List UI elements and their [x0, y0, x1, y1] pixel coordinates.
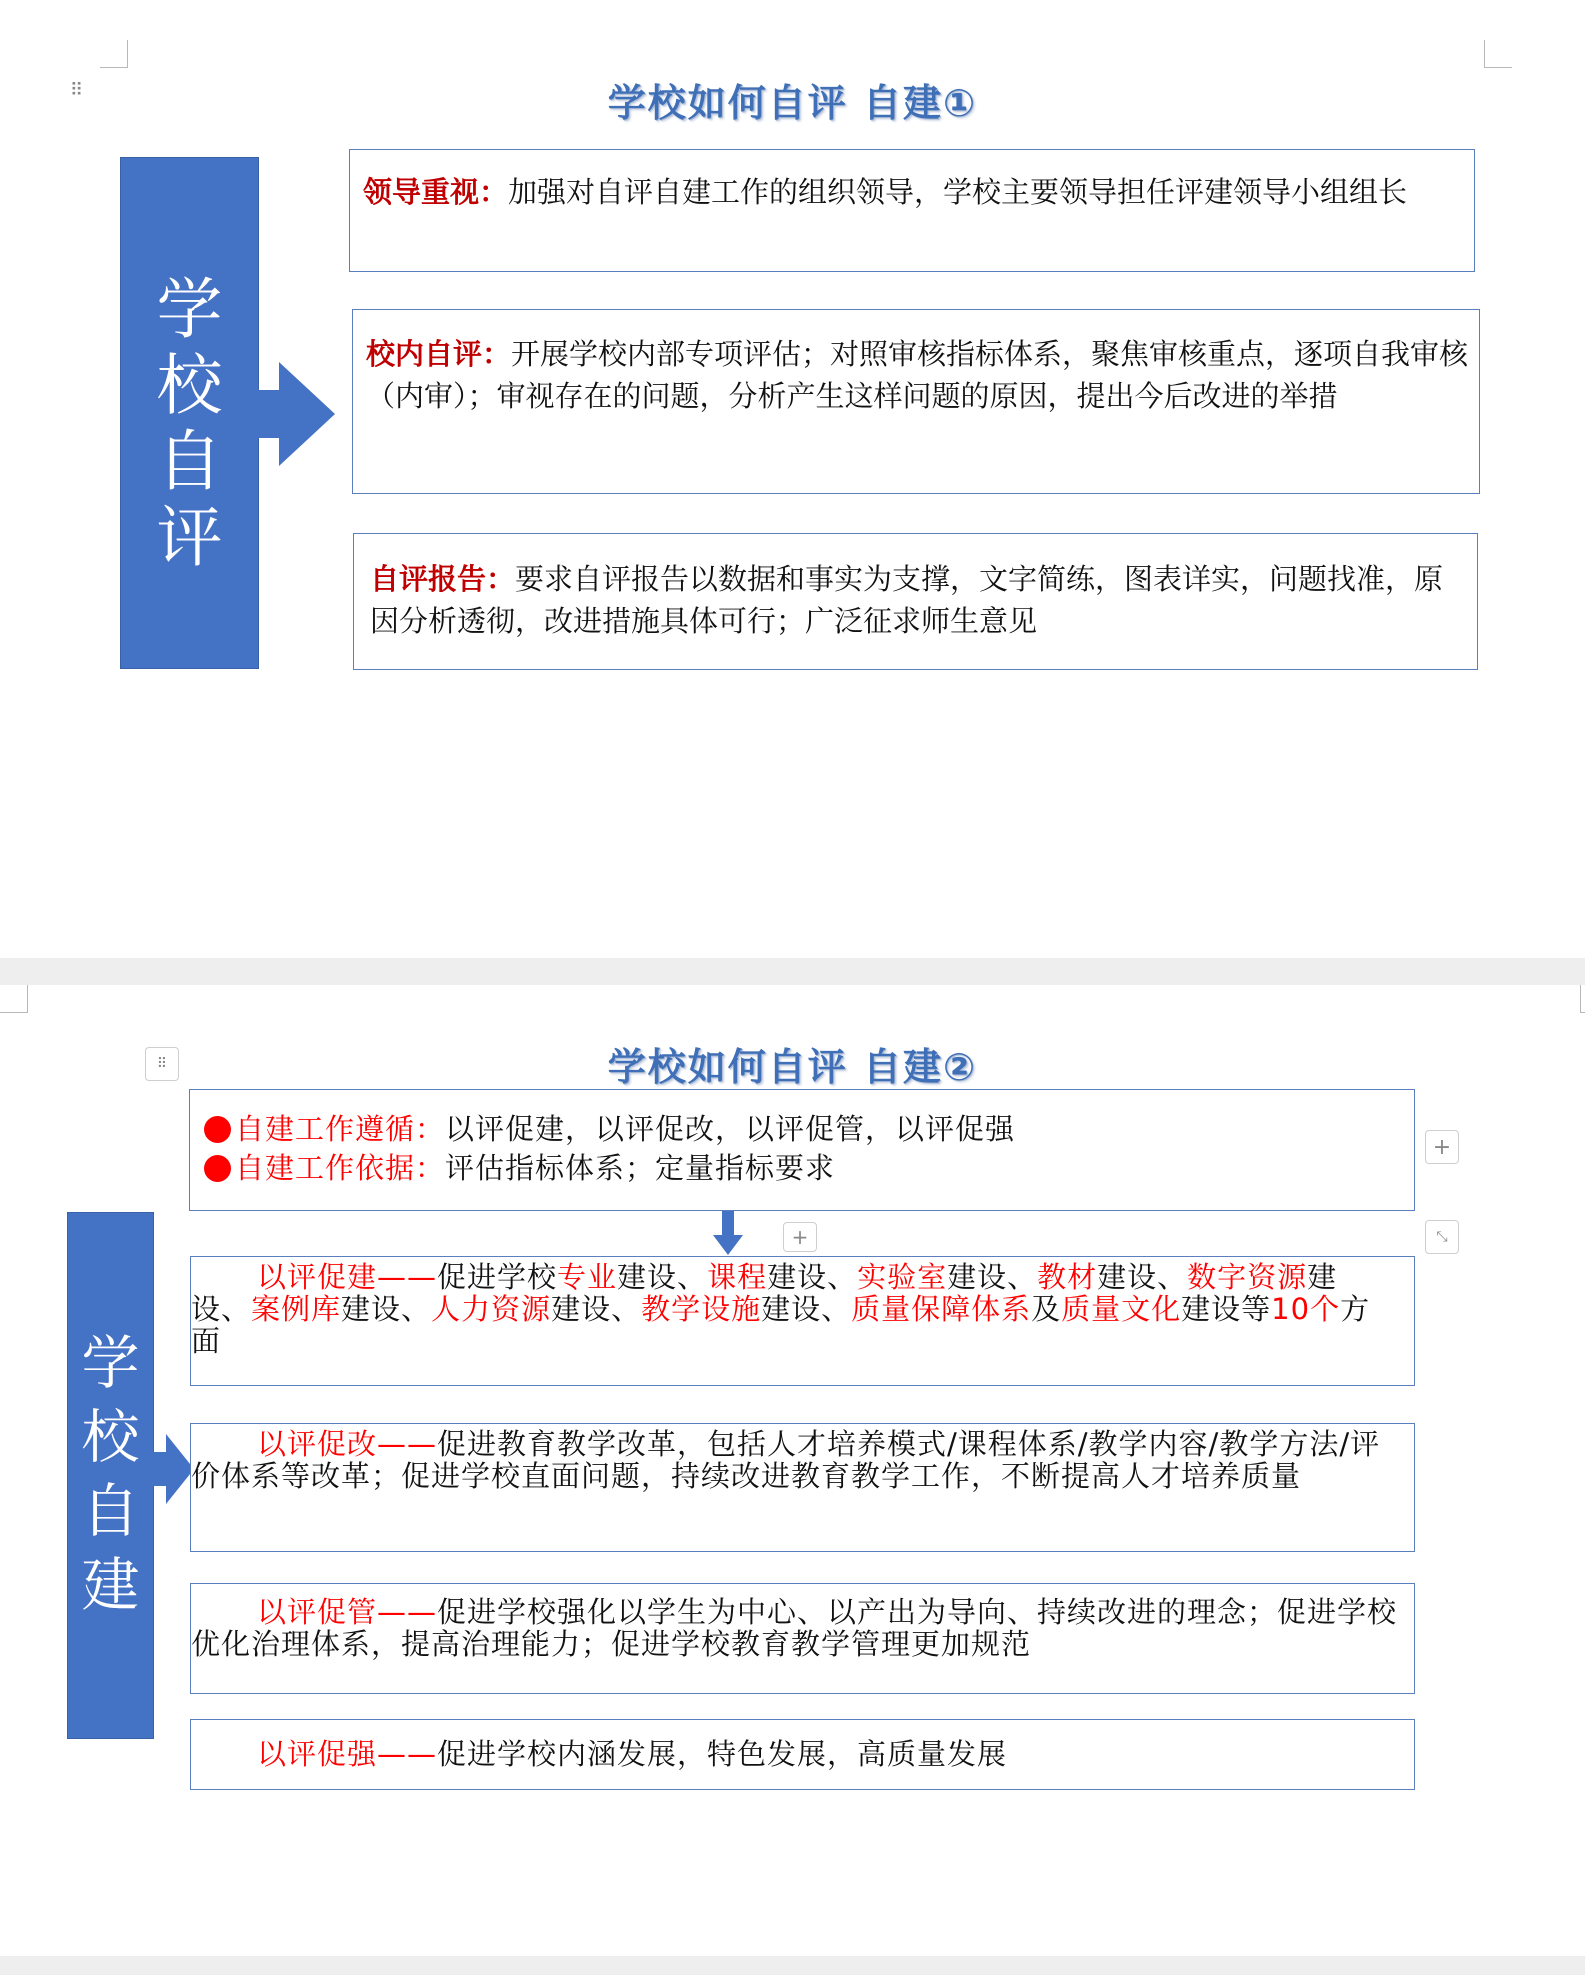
crop-mark-top-right [1484, 40, 1512, 68]
resize-handle-icon[interactable]: ⤡ [1425, 1220, 1459, 1254]
box-text: 加强对自评自建工作的组织领导，学校主要领导担任评建领导小组组长 [508, 175, 1408, 209]
page-title: 学校如何自评 自建② [607, 1045, 978, 1089]
drag-handle-icon[interactable]: ⠿ [145, 1047, 179, 1081]
add-column-button[interactable]: + [783, 1222, 817, 1252]
basis-line: 自建工作依据：评估指标体系；定量指标要求 [204, 1149, 1404, 1188]
red-dot-icon [204, 1116, 231, 1143]
side-label-bar [67, 1212, 154, 1739]
box-label: 自评报告： [370, 562, 516, 596]
box-label: 校内自评： [366, 337, 512, 371]
content-box-strong: 以评促强——促进学校内涵发展，特色发展，高质量发展 [190, 1719, 1415, 1790]
side-label-text: 学 校 自 建 [81, 1329, 140, 1619]
add-row-button[interactable]: + [1425, 1130, 1459, 1164]
document-page-1 [0, 0, 1585, 958]
content-box-internal-review [352, 309, 1480, 494]
side-label-bar [120, 157, 259, 669]
principle-line: 自建工作遵循：以评促建，以评促改，以评促管，以评促强 [204, 1110, 1404, 1149]
content-box-manage: 以评促管——促进学校强化以学生为中心、以产出为导向、持续改进的理念；促进学校优化治理体系，提高治理能力；促进学校教育教学管理更加规范 [190, 1583, 1415, 1694]
content-box-build: 以评促建——促进学校专业建设、课程建设、实验室建设、教材建设、数字资源建设、案例库建设、人力资源建设、教学设施建设、质量保障体系及质量文化建设等10个方面 [190, 1256, 1415, 1386]
right-arrow-icon [257, 362, 337, 466]
box-text: 要求自评报告以数据和事实为支撑，文字简练，图表详实，问题找准，原因分析透彻，改进措施具体可行；广泛征求师生意见 [370, 562, 1444, 638]
content-box-principles [189, 1089, 1415, 1211]
drag-handle-icon[interactable]: ⠿ [70, 80, 82, 101]
box-text: 开展学校内部专项评估；对照审核指标体系，聚焦审核重点，逐项自我审核（内审）；审视存在的问题，分析产生这样问题的原因，提出今后改进的举措 [366, 337, 1469, 413]
down-arrow-icon [713, 1211, 743, 1255]
side-label-text: 学 校 自 评 [156, 271, 223, 576]
crop-mark-top-left [100, 40, 128, 68]
red-dot-icon [204, 1155, 231, 1182]
content-box-reform: 以评促改——促进教育教学改革，包括人才培养模式/课程体系/教学内容/教学方法/评价体系等改革；促进学校直面问题，持续改进教育教学工作，不断提高人才培养质量 [190, 1423, 1415, 1552]
box-label: 领导重视： [363, 175, 509, 209]
content-box-leadership [349, 149, 1475, 272]
crop-mark-top-right [1580, 985, 1585, 1013]
page-title: 学校如何自评 自建① [607, 81, 978, 125]
document-page-2 [0, 985, 1585, 1956]
content-box-self-report [353, 533, 1478, 670]
crop-mark-top-left [0, 985, 28, 1013]
